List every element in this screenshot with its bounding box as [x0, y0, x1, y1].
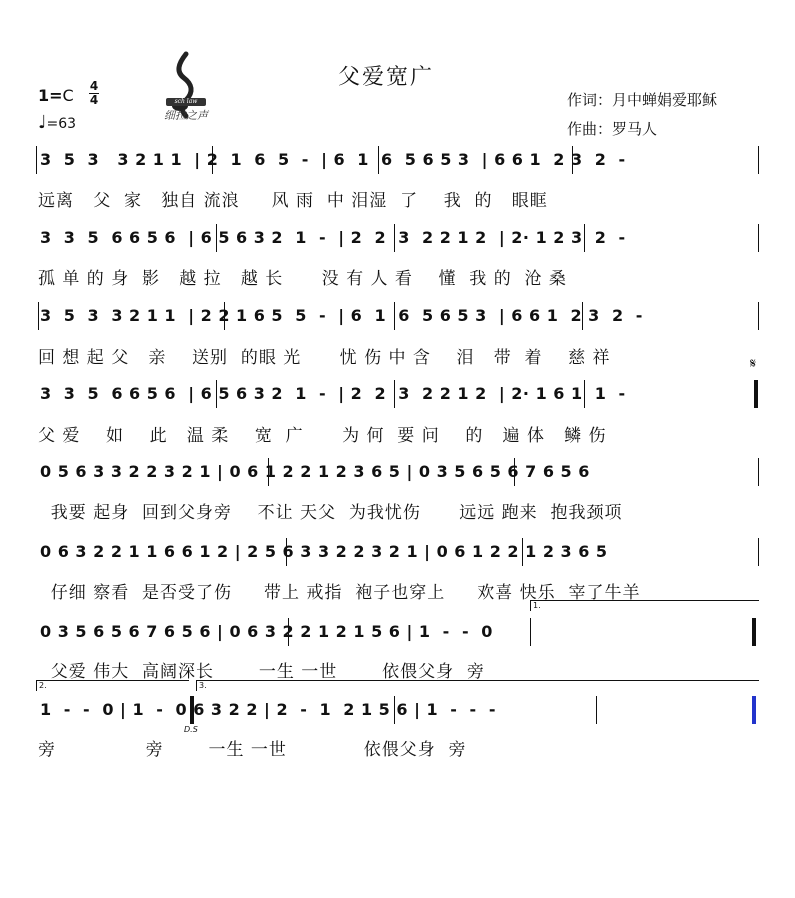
time-top: 4	[89, 79, 99, 93]
notes-row-3: 3 5 3 3 2 1 1 | 2 2 1 6 5 5 - | 6 1 6 5 6 5 3 | 6 6 1 2 3 2 -	[40, 306, 643, 325]
lyrics-row-1: 远离 父 家 独自 流浪 风 雨 中 泪湿 了 我 的 眼眶	[38, 191, 548, 211]
notes-row-5: 0 5 6 3 3 2 2 3 2 1 | 0 6 1 2 2 1 2 3 6 5 | 0 3 5 6 5 6 7 6 5 6	[40, 462, 590, 481]
composer: 作曲：罗马人	[567, 120, 658, 138]
notes-row-8: 1 - - 0 | 1 - 0 6 3 2 2 | 2 - 1 2 1 5 6 | 1 - - -	[40, 700, 496, 719]
time-signature	[88, 80, 100, 107]
staff-row-2	[36, 224, 761, 254]
song-title: 父爱宽广	[338, 65, 435, 90]
key-tonic: C	[62, 86, 74, 105]
staff-row-5	[36, 458, 761, 488]
staff-row-1	[36, 146, 761, 176]
staff-row-3	[36, 302, 761, 332]
staff-row-8	[36, 696, 761, 726]
ds-mark: D.S	[184, 725, 198, 734]
lyrics-row-6: 仔细 察看 是否受了伤 带上 戒指 袍子也穿上 欢喜 快乐 宰了牛羊	[38, 583, 641, 603]
lyrics-row-4: 父 爱 如 此 温 柔 宽 广 为 何 要 问 的 遍 体 鳞 伤	[38, 426, 607, 446]
quarter-note-icon: ♩	[38, 112, 47, 133]
notes-row-7: 0 3 5 6 5 6 7 6 5 6 | 0 6 3 2 2 1 2 1 5 6 | 1 - - 0	[40, 622, 493, 641]
volta-3: 3.	[196, 680, 759, 691]
segno-icon: 𝄋	[750, 356, 757, 372]
lyrics-row-2: 孤 单 的 身 影 越 拉 越 长 没 有 人 看 懂 我 的 沧 桑	[38, 269, 567, 289]
logo-caption	[156, 98, 216, 133]
lyrics-row-7: 父爱 伟大 高阔深长 一生 一世 依偎父身 旁	[38, 662, 485, 682]
key-eq: =	[49, 86, 63, 105]
credits	[567, 86, 717, 144]
notes-row-2: 3 3 5 6 6 5 6 | 6 5 6 3 2 1 - | 2 2 3 2 2 1 2 | 2· 1 2 3 2 -	[40, 228, 626, 247]
staff-row-6	[36, 538, 761, 568]
notes-row-4: 3 3 5 6 6 5 6 | 6 5 6 3 2 1 - | 2 2 3 2 2 1 2 | 2· 1 6 1 1 -	[40, 384, 626, 403]
time-bottom: 4	[89, 93, 99, 107]
staff-row-4	[36, 380, 761, 410]
staff-row-7	[36, 618, 761, 648]
lyricist: 作词：月中蝉娟爱耶稣	[567, 91, 718, 109]
volta-2: 2.	[36, 680, 189, 691]
lyrics-row-8: 旁 旁 一生 一世 依偎父身 旁	[38, 740, 467, 760]
notes-row-1: 3 5 3 3 2 1 1 | 2 1 6 5 - | 6 1 6 5 6 5 3 | 6 6 1 2 3 2 -	[40, 150, 626, 169]
volta-1: 1.	[530, 600, 759, 611]
notes-row-6: 0 6 3 2 2 1 1 6 6 1 2 | 2 5 6 3 3 2 2 3 2 1 | 0 6 1 2 2 1 2 3 6 5	[40, 542, 608, 561]
lyrics-row-5: 我要 起身 回到父身旁 不让 天父 为我忧伤 远远 跑来 抱我颈项	[38, 503, 623, 523]
key-one: 1	[38, 86, 50, 105]
key-signature	[38, 86, 74, 105]
logo-line2: 细拉之声	[164, 109, 208, 122]
tempo-value: =63	[46, 116, 77, 132]
logo-line1: sch law	[174, 98, 198, 105]
lyrics-row-3: 回 想 起 父 亲 送别 的眼 光 忧 伤 中 含 泪 带 着 慈 祥	[38, 348, 611, 368]
tempo-mark	[38, 112, 76, 133]
